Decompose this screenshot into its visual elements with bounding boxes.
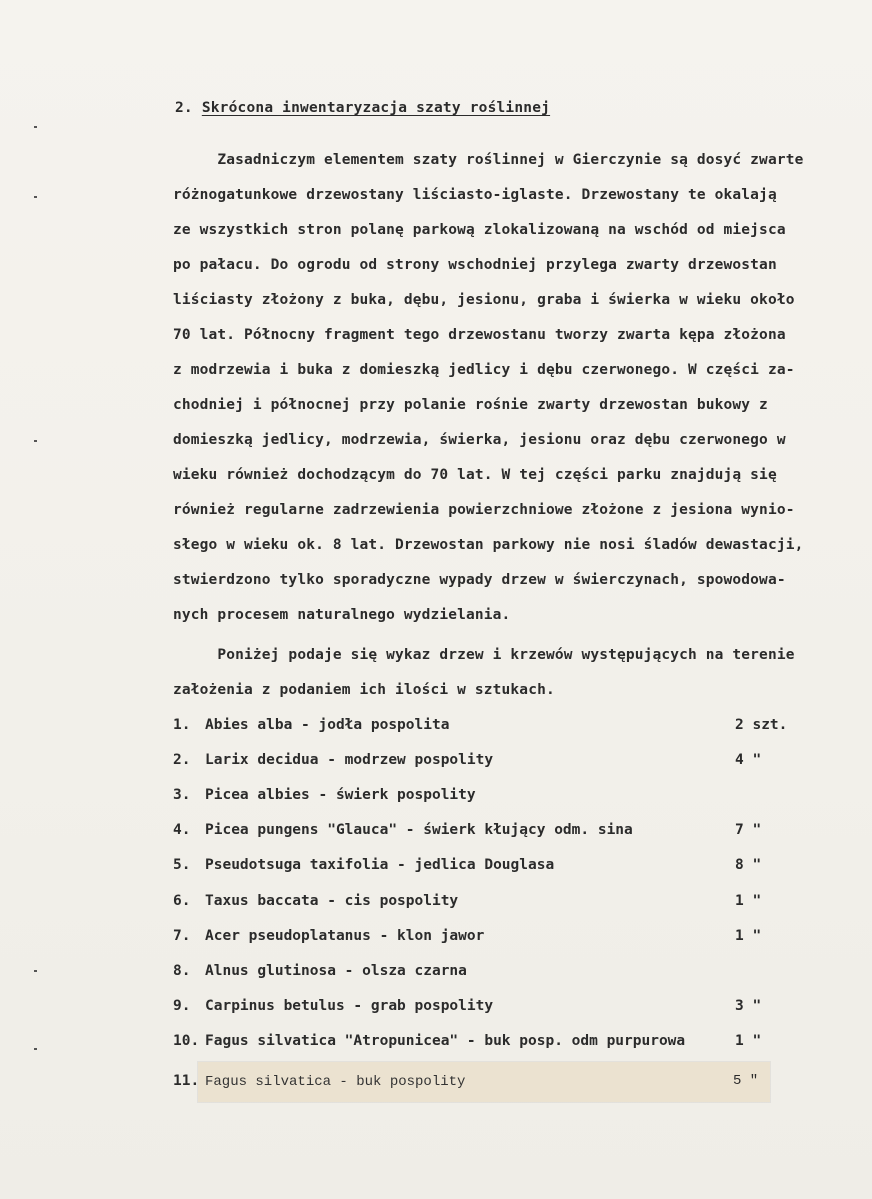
item-number: 1. [173, 717, 191, 733]
item-quantity: 4 " [735, 752, 762, 768]
item-number: 3. [173, 787, 191, 803]
item-quantity: 2 szt. [735, 717, 788, 733]
list-item [173, 963, 793, 979]
item-number: 8. [173, 963, 191, 979]
item-number: 6. [173, 893, 191, 909]
body-line: założenia z podaniem ich ilości w sztukach. [173, 682, 555, 698]
section-number: 2. [175, 100, 193, 116]
body-line: słego w wieku ok. 8 lat. Drzewostan parkowy nie nosi śladów dewastacji, [173, 537, 804, 553]
item-number: 11. [173, 1073, 200, 1089]
list-item [173, 857, 793, 873]
item-name: Carpinus betulus - grab pospolity [205, 998, 494, 1014]
body-line: również regularne zadrzewienia powierzchniowe złożone z jesiona wynio- [173, 502, 795, 518]
body-line: Poniżej podaje się wykaz drzew i krzewów występujących na terenie [173, 647, 795, 663]
body-line: Zasadniczym elementem szaty roślinnej w Gierczynie są dosyć zwarte [173, 152, 804, 168]
item-quantity: 1 " [735, 928, 762, 944]
item-name: Alnus glutinosa - olsza czarna [205, 963, 467, 979]
body-line: po pałacu. Do ogrodu od strony wschodniej przylega zwarty drzewostan [173, 257, 777, 273]
item-quantity: 8 " [735, 857, 762, 873]
item-name: Abies alba - jodła pospolita [205, 717, 450, 733]
section-title: Skrócona inwentaryzacja szaty roślinnej [201, 100, 551, 116]
body-line: stwierdzono tylko sporadyczne wypady drzew w świerczynach, spowodowa- [173, 572, 786, 588]
item-number: 10. [173, 1033, 200, 1049]
item-quantity: 5 " [733, 1073, 759, 1089]
list-item [173, 717, 793, 733]
item-number: 4. [173, 822, 191, 838]
item-number: 7. [173, 928, 191, 944]
item-quantity: 3 " [735, 998, 762, 1014]
body-line: chodniej i północnej przy polanie rośnie zwarty drzewostan bukowy z [173, 397, 768, 413]
item-name: Picea pungens "Glauca" - świerk kłujący odm. sina [205, 822, 633, 838]
list-item [173, 998, 793, 1014]
list-item [173, 1033, 793, 1049]
item-quantity: 7 " [735, 822, 762, 838]
body-line: 70 lat. Północny fragment tego drzewostanu tworzy zwarta kępa złożona [173, 327, 786, 343]
margin-mark [34, 1048, 37, 1050]
body-line: liściasty złożony z buka, dębu, jesionu, graba i świerka w wieku około [173, 292, 795, 308]
item-number: 2. [173, 752, 191, 768]
list-item [173, 822, 793, 838]
list-item [173, 787, 793, 803]
list-item [173, 752, 793, 768]
item-name: Acer pseudoplatanus - klon jawor [205, 928, 485, 944]
list-item [173, 893, 793, 909]
item-name: Fagus silvatica - buk pospolity [205, 1074, 466, 1090]
item-number: 9. [173, 998, 191, 1014]
item-quantity: 1 " [735, 1033, 762, 1049]
body-line: z modrzewia i buka z domieszką jedlicy i dębu czerwonego. W części za- [173, 362, 795, 378]
item-name: Picea albies - świerk pospolity [205, 787, 476, 803]
body-line: różnogatunkowe drzewostany liściasto-iglaste. Drzewostany te okalają [173, 187, 777, 203]
item-number: 5. [173, 857, 191, 873]
margin-mark [34, 440, 37, 442]
body-line: wieku również dochodzącym do 70 lat. W tej części parku znajdują się [173, 467, 777, 483]
body-line: ze wszystkich stron polanę parkową zlokalizowaną na wschód od miejsca [173, 222, 786, 238]
list-item [173, 928, 793, 944]
margin-mark [34, 126, 37, 128]
item-name: Larix decidua - modrzew pospolity [205, 752, 494, 768]
margin-mark [34, 196, 37, 198]
item-name: Pseudotsuga taxifolia - jedlica Douglasa [205, 857, 555, 873]
item-name: Fagus silvatica "Atropunicea" - buk posp. odm purpurowa [205, 1033, 686, 1049]
item-name: Taxus baccata - cis pospolity [205, 893, 459, 909]
item-quantity: 1 " [735, 893, 762, 909]
margin-mark [34, 970, 37, 972]
list-item [173, 1073, 793, 1090]
section-heading [175, 100, 550, 116]
body-line: domieszką jedlicy, modrzewia, świerka, jesionu oraz dębu czerwonego w [173, 432, 786, 448]
body-line: nych procesem naturalnego wydzielania. [173, 607, 511, 623]
